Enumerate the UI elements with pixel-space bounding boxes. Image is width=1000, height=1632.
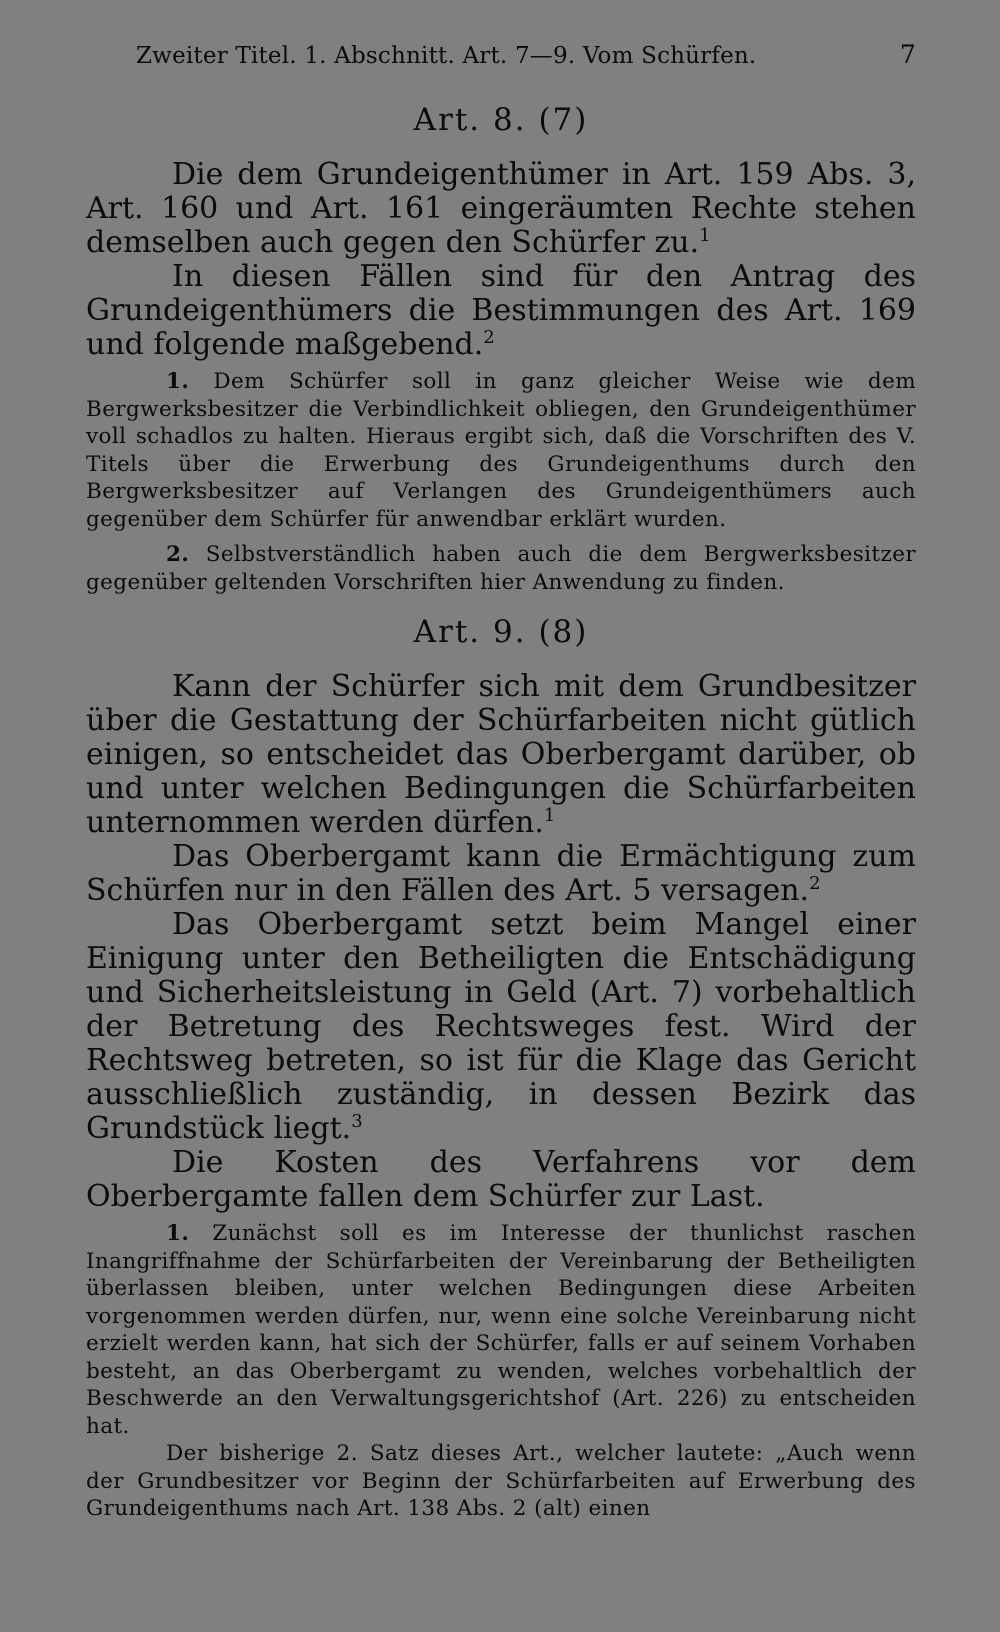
page: [86, 40, 916, 1523]
article-8-heading: Art. 8. (7): [413, 102, 589, 138]
art8-note-1: 1. Dem Schürfer soll in ganz gleicher Weise wie dem Bergwerksbesitzer die Verbindlichkeit obliegen, den Grundeigenthümer voll schadlos zu halten. Hieraus ergibt sich, daß die Vorschriften des V. Titels über die Erwerbung des Grundeigenthums durch den Bergwerksbesitzer auf Verlangen des Grundeigenthümers auch gegenüber dem Schürfer für anwendbar erklärt wurden.: [86, 369, 917, 532]
page-number: 7: [899, 40, 916, 69]
footnote-ref: 3: [351, 1111, 363, 1133]
art8-note-2: 2. Selbstverständlich haben auch die dem Bergwerksbesitzer gegenüber geltenden Vorschriften hier Anwendung zu finden.: [86, 542, 916, 595]
art9-paragraph-3: Das Oberbergamt setzt beim Mangel einer Einigung unter den Betheiligten die Entschädigung und Sicherheitsleistung in Geld (Art. 7) vorbehaltlich der Betretung des Rechtsweges fest. Wird der Rechtsweg betreten, so ist für die Klage das Gericht ausschließlich zuständig, in dessen Bezirk das Grundstück liegt.$^3$: [86, 907, 916, 1146]
article-9-heading: Art. 9. (8): [413, 614, 589, 650]
footnote-ref: 2: [483, 327, 495, 349]
art9-paragraph-2: Das Oberbergamt kann die Ermächtigung zum Schürfen nur in den Fällen des Art. 5 versagen.$^2$: [86, 839, 916, 908]
footnote-ref: 2: [809, 873, 821, 895]
footnote-ref: 1: [543, 805, 556, 827]
running-title: Zweiter Titel. 1. Abschnitt. Art. 7—9. Vom Schürfen.: [136, 43, 757, 69]
footnote-ref: 1: [699, 225, 711, 247]
art9-paragraph-1: Kann der Schürfer sich mit dem Grundbesitzer über die Gestattung der Schürfarbeiten nicht gütlich einigen, so entscheidet das Oberbergamt darüber, ob und unter welchen Bedingungen die Schürfarbeiten unternommen werden dürfen.$^1$: [86, 669, 916, 840]
art9-paragraph-4: Die Kosten des Verfahrens vor dem Oberbergamte fallen dem Schürfer zur Last.: [86, 1145, 916, 1214]
art9-note-1: 1. Zunächst soll es im Interesse der thunlichst raschen Inangriffnahme der Schürfarbeiten der Vereinbarung der Betheiligten überlassen bleiben, unter welchen Bedingungen diese Arbeiten vorgenommen werden dürfen, nur, wenn eine solche Vereinbarung nicht erzielt werden kann, hat sich der Schürfer, falls er auf seinem Vorhaben besteht, an das Oberbergamt zu wenden, welches vorbehaltlich der Beschwerde an den Verwaltungsgerichtshof (Art. 226) zu entscheiden hat.: [86, 1221, 917, 1439]
art8-paragraph-2: In diesen Fällen sind für den Antrag des Grundeigenthümers die Bestimmungen des Art. 169 und folgende maßgebend.$^2$: [86, 259, 916, 362]
art9-note-continuation: Der bisherige 2. Satz dieses Art., welcher lautete: „Auch wenn der Grundbesitzer vor Beginn der Schürfarbeiten auf Erwerbung des Grundeigenthums nach Art. 138 Abs. 2 (alt) einen: [86, 1441, 916, 1521]
running-head: [136, 40, 916, 80]
art8-paragraph-1: Die dem Grundeigenthümer in Art. 159 Abs. 3, Art. 160 und Art. 161 eingeräumten Rechte stehen demselben auch gegen den Schürfer zu.$^1$: [86, 157, 916, 260]
